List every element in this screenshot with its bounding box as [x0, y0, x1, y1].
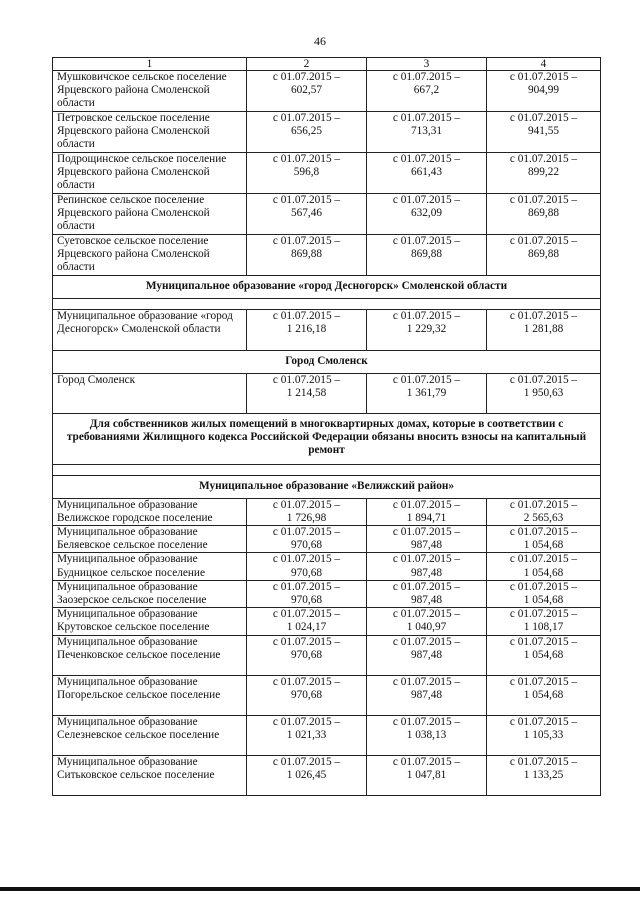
section-heading-row [53, 351, 601, 374]
municipality-name: Муниципальное образование Заозерское сельское поселение [53, 580, 247, 607]
rate-cell: с 01.07.2015 – 869,88 [247, 235, 367, 276]
rate-cell: с 01.07.2015 – 904,99 [487, 71, 601, 112]
rate-cell: с 01.07.2015 – 1 950,63 [487, 374, 601, 414]
rate-cell: с 01.07.2015 – 1 281,88 [487, 310, 601, 351]
rate-cell: с 01.07.2015 – 987,48 [367, 580, 487, 607]
rate-cell: с 01.07.2015 – 1 054,68 [487, 553, 601, 580]
municipality-name: Город Смоленск [53, 374, 247, 414]
rate-cell: с 01.07.2015 – 1 054,68 [487, 580, 601, 607]
column-number-2: 2 [247, 58, 367, 71]
rate-cell: с 01.07.2015 – 1 105,33 [487, 715, 601, 755]
spacer-row [53, 299, 601, 310]
table-row [53, 374, 601, 414]
rate-cell: с 01.07.2015 – 869,88 [367, 235, 487, 276]
rate-cell: с 01.07.2015 – 1 047,81 [367, 755, 487, 795]
rate-cell: с 01.07.2015 – 1 054,68 [487, 635, 601, 675]
rate-cell: с 01.07.2015 – 970,68 [247, 526, 367, 553]
table-row [53, 755, 601, 795]
rate-cell: с 01.07.2015 – 1 024,17 [247, 608, 367, 635]
municipality-name: Муниципальное образование «город Десногорск» Смоленской области [53, 310, 247, 351]
rate-cell: с 01.07.2015 – 1 216,18 [247, 310, 367, 351]
rate-cell: с 01.07.2015 – 899,22 [487, 153, 601, 194]
table-row [53, 553, 601, 580]
section-heading: Муниципальное образование «город Десногорск» Смоленской области [53, 276, 601, 299]
municipality-name: Муниципальное образование Будницкое сельское поселение [53, 553, 247, 580]
column-number-3: 3 [367, 58, 487, 71]
rate-cell: с 01.07.2015 – 596,8 [247, 153, 367, 194]
rate-cell: с 01.07.2015 – 987,48 [367, 675, 487, 715]
table-row [53, 635, 601, 675]
rate-cell: с 01.07.2015 – 1 054,68 [487, 526, 601, 553]
rate-cell: с 01.07.2015 – 1 361,79 [367, 374, 487, 414]
rate-cell: с 01.07.2015 – 941,55 [487, 112, 601, 153]
rate-cell: с 01.07.2015 – 970,68 [247, 635, 367, 675]
municipality-name: Муниципальное образование Погорельское сельское поселение [53, 675, 247, 715]
note-row [53, 414, 601, 465]
rate-cell: с 01.07.2015 – 1 108,17 [487, 608, 601, 635]
scan-bottom-edge [0, 887, 640, 891]
rate-cell: с 01.07.2015 – 1 214,58 [247, 374, 367, 414]
municipality-name: Муниципальное образование Печенковское сельское поселение [53, 635, 247, 675]
municipality-name: Репинское сельское поселение Ярцевского района Смоленской области [53, 194, 247, 235]
rate-cell: с 01.07.2015 – 1 229,32 [367, 310, 487, 351]
column-number-1: 1 [53, 58, 247, 71]
table-row [53, 498, 601, 525]
section-heading: Город Смоленск [53, 351, 601, 374]
rate-cell: с 01.07.2015 – 1 894,71 [367, 498, 487, 525]
rate-cell: с 01.07.2015 – 1 026,45 [247, 755, 367, 795]
municipality-name: Муниципальное образование Беляевское сельское поселение [53, 526, 247, 553]
rate-cell: с 01.07.2015 – 987,48 [367, 553, 487, 580]
rate-cell: с 01.07.2015 – 1 038,13 [367, 715, 487, 755]
table-row [53, 71, 601, 112]
rate-cell: с 01.07.2015 – 1 054,68 [487, 675, 601, 715]
municipality-name: Подрощинское сельское поселение Ярцевского района Смоленской области [53, 153, 247, 194]
municipality-name: Муниципальное образование Велижское городское поселение [53, 498, 247, 525]
column-number-row [53, 58, 601, 71]
page-number: 46 [314, 34, 326, 48]
rate-cell: с 01.07.2015 – 567,46 [247, 194, 367, 235]
table-row [53, 526, 601, 553]
table-row [53, 153, 601, 194]
column-number-4: 4 [487, 58, 601, 71]
owners-note: Для собственников жилых помещений в многоквартирных домах, которые в соответствии с требованиями Жилищного кодекса Российской Федерации обязаны вносить взносы на капитальный ремонт [53, 414, 601, 465]
rate-cell: с 01.07.2015 – 970,68 [247, 553, 367, 580]
municipality-name: Мушковичское сельское поселение Ярцевского района Смоленской области [53, 71, 247, 112]
rate-cell: с 01.07.2015 – 869,88 [487, 235, 601, 276]
municipality-name: Муниципальное образование Ситьковское сельское поселение [53, 755, 247, 795]
tariff-table [52, 57, 601, 796]
table-row [53, 112, 601, 153]
municipality-name: Петровское сельское поселение Ярцевского района Смоленской области [53, 112, 247, 153]
municipality-name: Муниципальное образование Крутовское сельское поселение [53, 608, 247, 635]
municipality-name: Муниципальное образование Селезневское сельское поселение [53, 715, 247, 755]
rate-cell: с 01.07.2015 – 987,48 [367, 635, 487, 675]
rate-cell: с 01.07.2015 – 1 133,25 [487, 755, 601, 795]
rate-cell: с 01.07.2015 – 1 040,97 [367, 608, 487, 635]
municipality-name: Суетовское сельское поселение Ярцевского района Смоленской области [53, 235, 247, 276]
table-row [53, 310, 601, 351]
table-row [53, 194, 601, 235]
table-row [53, 608, 601, 635]
rate-cell: с 01.07.2015 – 1 726,98 [247, 498, 367, 525]
rate-cell: с 01.07.2015 – 2 565,63 [487, 498, 601, 525]
spacer-row [53, 464, 601, 475]
rate-cell: с 01.07.2015 – 987,48 [367, 526, 487, 553]
rate-cell: с 01.07.2015 – 667,2 [367, 71, 487, 112]
section-heading-row [53, 276, 601, 299]
table-row [53, 715, 601, 755]
table-row [53, 235, 601, 276]
rate-cell: с 01.07.2015 – 970,68 [247, 675, 367, 715]
rate-cell: с 01.07.2015 – 1 021,33 [247, 715, 367, 755]
rate-cell: с 01.07.2015 – 632,09 [367, 194, 487, 235]
rate-cell: с 01.07.2015 – 869,88 [487, 194, 601, 235]
rate-cell: с 01.07.2015 – 661,43 [367, 153, 487, 194]
rate-cell: с 01.07.2015 – 656,25 [247, 112, 367, 153]
section-heading-row [53, 475, 601, 498]
table-row [53, 580, 601, 607]
table-row [53, 675, 601, 715]
rate-cell: с 01.07.2015 – 713,31 [367, 112, 487, 153]
rate-cell: с 01.07.2015 – 970,68 [247, 580, 367, 607]
section-heading: Муниципальное образование «Велижский район» [53, 475, 601, 498]
rate-cell: с 01.07.2015 – 602,57 [247, 71, 367, 112]
